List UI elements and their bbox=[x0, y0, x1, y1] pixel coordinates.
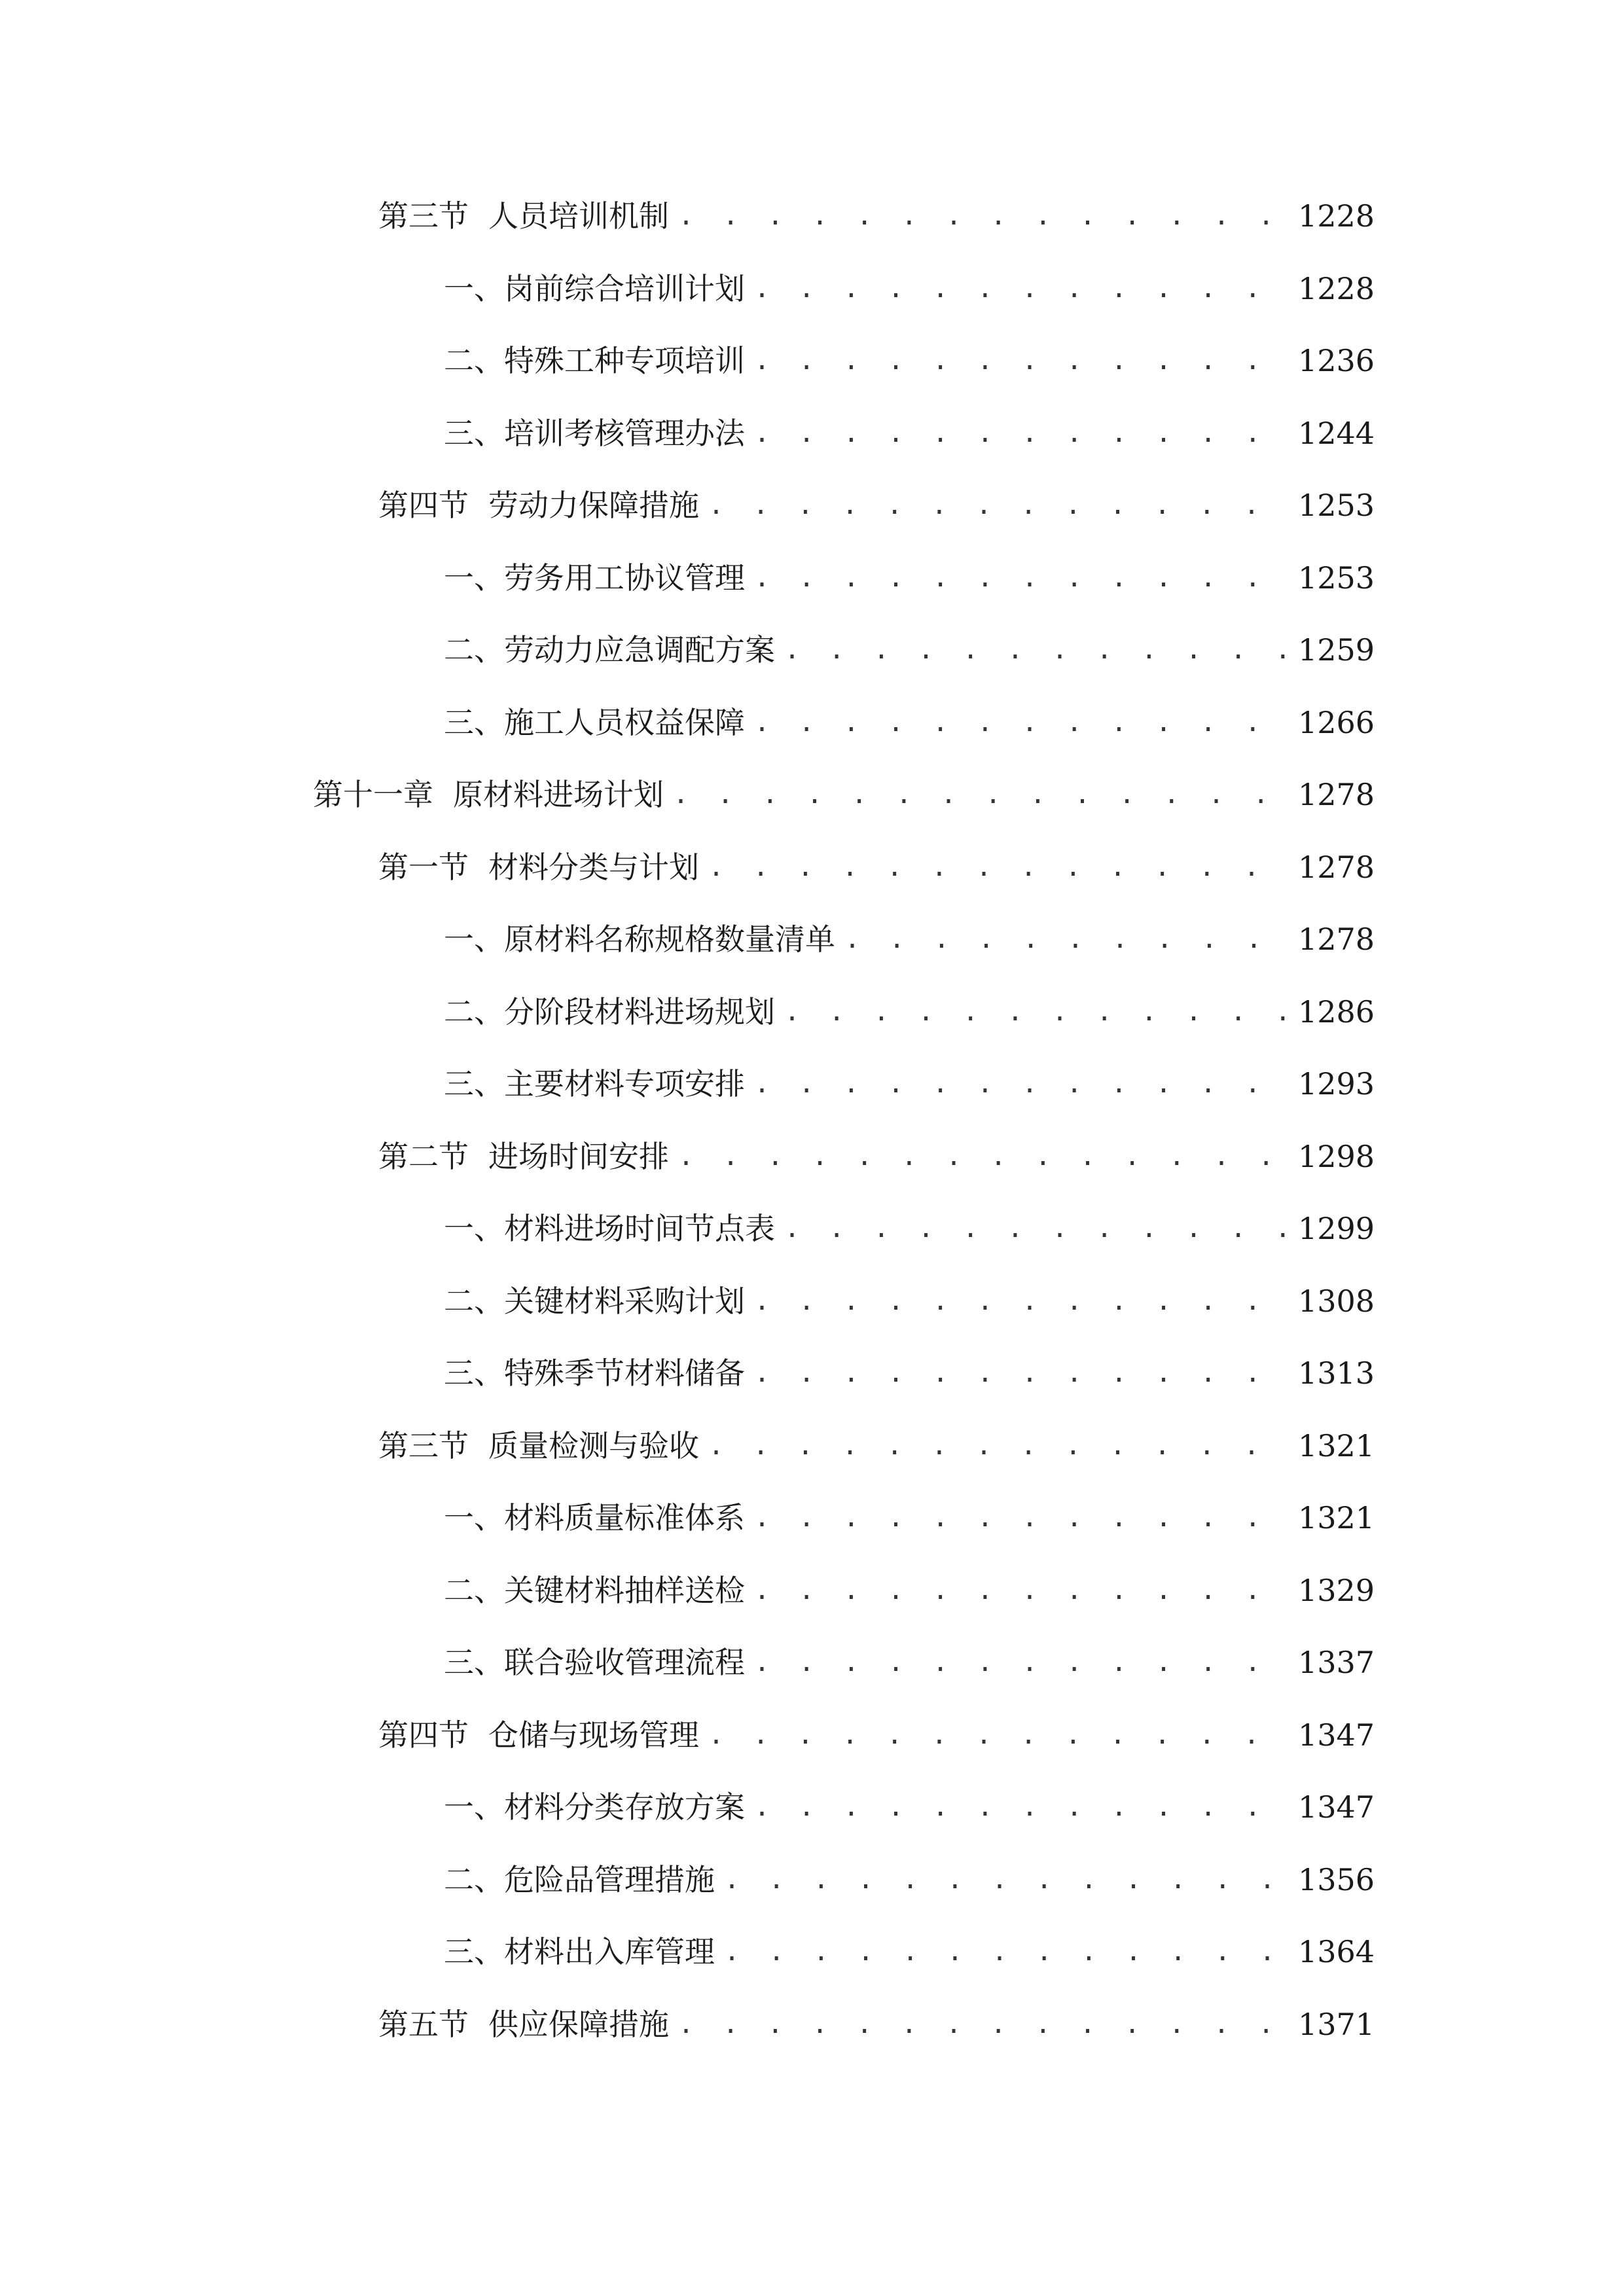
dot-leader bbox=[678, 190, 1289, 242]
toc-entry-content bbox=[444, 552, 1375, 604]
toc-entry-title: 材料出入库管理 bbox=[504, 1934, 715, 1969]
toc-entry-title: 施工人员权益保障 bbox=[504, 704, 745, 740]
toc-entry-content bbox=[378, 479, 1375, 531]
toc-entry[interactable] bbox=[0, 624, 1624, 676]
dot-leader bbox=[708, 1420, 1289, 1472]
toc-entry-page-number: 1298 bbox=[1298, 1138, 1375, 1174]
dot-leader bbox=[754, 1275, 1289, 1327]
toc-entry-title: 分阶段材料进场规划 bbox=[504, 994, 775, 1030]
toc-entry[interactable] bbox=[0, 1130, 1624, 1183]
toc-entry-content bbox=[444, 1058, 1375, 1110]
toc-entry[interactable] bbox=[0, 262, 1624, 315]
toc-entry-page-number: 1347 bbox=[1298, 1789, 1375, 1825]
toc-entry-number: 二、 bbox=[444, 1572, 504, 1608]
dot-leader bbox=[784, 986, 1289, 1038]
dot-leader bbox=[754, 262, 1289, 315]
toc-entry-title: 劳动力应急调配方案 bbox=[504, 632, 775, 668]
toc-entry-title: 关键材料采购计划 bbox=[504, 1283, 745, 1319]
toc-entry-number: 一、 bbox=[444, 1789, 504, 1825]
dot-leader bbox=[754, 1564, 1289, 1617]
toc-entry-content bbox=[444, 1275, 1375, 1327]
toc-entry-page-number: 1253 bbox=[1298, 488, 1375, 523]
toc-entry-content bbox=[444, 1854, 1375, 1906]
toc-entry-page-number: 1299 bbox=[1298, 1211, 1375, 1246]
toc-entry-title: 质量检测与验收 bbox=[488, 1427, 699, 1463]
toc-entry-content bbox=[444, 913, 1375, 965]
toc-entry-title: 培训考核管理办法 bbox=[504, 415, 745, 451]
toc-entry-number: 二、 bbox=[444, 343, 504, 378]
toc-entry-content bbox=[444, 624, 1375, 676]
toc-entry-number: 三、 bbox=[444, 1645, 504, 1680]
toc-entry-number: 三、 bbox=[444, 1355, 504, 1391]
toc-entry-page-number: 1371 bbox=[1298, 2006, 1375, 2042]
toc-entry-content bbox=[313, 768, 1375, 821]
toc-entry-page-number: 1337 bbox=[1298, 1645, 1375, 1680]
toc-entry-number: 第三节 bbox=[378, 1427, 469, 1463]
toc-entry-page-number: 1313 bbox=[1298, 1355, 1375, 1391]
toc-entry-number: 三、 bbox=[444, 704, 504, 740]
toc-entry-title: 主要材料专项安排 bbox=[504, 1066, 745, 1102]
toc-entry-content bbox=[444, 1636, 1375, 1689]
toc-entry-page-number: 1356 bbox=[1298, 1861, 1375, 1897]
toc-entry[interactable] bbox=[0, 1636, 1624, 1689]
toc-entry-title: 供应保障措施 bbox=[488, 2006, 669, 2042]
toc-entry-page-number: 1259 bbox=[1298, 632, 1375, 668]
toc-entry-title: 岗前综合培训计划 bbox=[504, 270, 745, 306]
dot-leader bbox=[784, 624, 1289, 676]
toc-entry-number: 三、 bbox=[444, 415, 504, 451]
toc-entry-content bbox=[378, 1420, 1375, 1472]
toc-entry-number: 第五节 bbox=[378, 2006, 469, 2042]
toc-entry-title: 关键材料抽样送检 bbox=[504, 1572, 745, 1608]
toc-entry-number: 三、 bbox=[444, 1066, 504, 1102]
toc-entry-number: 第十一章 bbox=[313, 777, 433, 812]
dot-leader bbox=[754, 1058, 1289, 1110]
dot-leader bbox=[724, 1926, 1289, 1978]
toc-entry-content bbox=[444, 986, 1375, 1038]
toc-entry-title: 进场时间安排 bbox=[488, 1138, 669, 1174]
toc-entry-content bbox=[378, 190, 1375, 242]
toc-entry-title: 劳动力保障措施 bbox=[488, 488, 699, 523]
dot-leader bbox=[754, 1781, 1289, 1833]
toc-entry[interactable] bbox=[0, 552, 1624, 604]
toc-entry[interactable] bbox=[0, 1420, 1624, 1472]
toc-entry-number: 第三节 bbox=[378, 198, 469, 234]
dot-leader bbox=[754, 334, 1289, 387]
toc-entry-number: 一、 bbox=[444, 1500, 504, 1535]
toc-entry-title: 材料质量标准体系 bbox=[504, 1500, 745, 1535]
toc-entry-content bbox=[444, 407, 1375, 459]
toc-entry-content bbox=[444, 1202, 1375, 1255]
toc-entry[interactable] bbox=[0, 479, 1624, 531]
toc-entry-content bbox=[378, 1130, 1375, 1183]
toc-entry[interactable] bbox=[0, 1347, 1624, 1399]
dot-leader bbox=[754, 407, 1289, 459]
toc-entry-page-number: 1364 bbox=[1298, 1934, 1375, 1969]
toc-entry-page-number: 1228 bbox=[1298, 270, 1375, 306]
toc-entry-number: 第四节 bbox=[378, 488, 469, 523]
toc-entry-number: 第四节 bbox=[378, 1717, 469, 1753]
toc-entry-title: 原材料名称规格数量清单 bbox=[504, 922, 835, 957]
dot-leader bbox=[673, 768, 1289, 821]
toc-entry-content bbox=[444, 1347, 1375, 1399]
toc-entry-number: 二、 bbox=[444, 1861, 504, 1897]
toc-entry-page-number: 1329 bbox=[1298, 1572, 1375, 1608]
dot-leader bbox=[708, 841, 1289, 893]
toc-entry-page-number: 1278 bbox=[1298, 849, 1375, 885]
toc-entry-title: 特殊季节材料储备 bbox=[504, 1355, 745, 1391]
toc-entry-page-number: 1266 bbox=[1298, 704, 1375, 740]
toc-entry-title: 仓储与现场管理 bbox=[488, 1717, 699, 1753]
toc-entry[interactable] bbox=[0, 1709, 1624, 1761]
dot-leader bbox=[708, 1709, 1289, 1761]
toc-entry-number: 一、 bbox=[444, 1211, 504, 1246]
toc-entry-page-number: 1236 bbox=[1298, 343, 1375, 378]
toc-entry-title: 材料分类与计划 bbox=[488, 849, 699, 885]
toc-entry[interactable] bbox=[0, 1492, 1624, 1544]
toc-entry-number: 一、 bbox=[444, 922, 504, 957]
toc-entry-page-number: 1228 bbox=[1298, 198, 1375, 234]
dot-leader bbox=[754, 1347, 1289, 1399]
toc-entry-page-number: 1286 bbox=[1298, 994, 1375, 1030]
toc-entry-page-number: 1308 bbox=[1298, 1283, 1375, 1319]
toc-entry-title: 联合验收管理流程 bbox=[504, 1645, 745, 1680]
toc-entry[interactable] bbox=[0, 696, 1624, 749]
toc-entry-content bbox=[378, 1998, 1375, 2051]
toc-entry-title: 特殊工种专项培训 bbox=[504, 343, 745, 378]
toc-entry-page-number: 1253 bbox=[1298, 560, 1375, 596]
toc-entry[interactable] bbox=[0, 841, 1624, 893]
toc-entry[interactable] bbox=[0, 1564, 1624, 1617]
toc-entry[interactable] bbox=[0, 334, 1624, 387]
toc-entry-page-number: 1321 bbox=[1298, 1500, 1375, 1535]
toc-entry-number: 三、 bbox=[444, 1934, 504, 1969]
toc-entry-number: 一、 bbox=[444, 560, 504, 596]
toc-entry-title: 材料进场时间节点表 bbox=[504, 1211, 775, 1246]
toc-entry[interactable] bbox=[0, 1998, 1624, 2051]
toc-entry-content bbox=[444, 696, 1375, 749]
toc-entry-number: 第二节 bbox=[378, 1138, 469, 1174]
toc-entry-title: 材料分类存放方案 bbox=[504, 1789, 745, 1825]
toc-entry[interactable] bbox=[0, 913, 1624, 965]
toc-entry-page-number: 1293 bbox=[1298, 1066, 1375, 1102]
toc-entry[interactable] bbox=[0, 190, 1624, 242]
dot-leader bbox=[754, 696, 1289, 749]
toc-entry[interactable] bbox=[0, 1926, 1624, 1978]
toc-entry-title: 人员培训机制 bbox=[488, 198, 669, 234]
dot-leader bbox=[708, 479, 1289, 531]
toc-entry[interactable] bbox=[0, 407, 1624, 459]
toc-entry-page-number: 1278 bbox=[1298, 777, 1375, 812]
toc-entry-content bbox=[444, 262, 1375, 315]
dot-leader bbox=[844, 913, 1289, 965]
dot-leader bbox=[754, 1492, 1289, 1544]
toc-entry-number: 二、 bbox=[444, 994, 504, 1030]
toc-entry-content bbox=[444, 1492, 1375, 1544]
dot-leader bbox=[678, 1998, 1289, 2051]
toc-entry-title: 原材料进场计划 bbox=[453, 777, 664, 812]
toc-entry-content bbox=[444, 1926, 1375, 1978]
toc-entry-content bbox=[378, 1709, 1375, 1761]
toc-entry-number: 一、 bbox=[444, 270, 504, 306]
toc-entry-content bbox=[378, 841, 1375, 893]
dot-leader bbox=[784, 1202, 1289, 1255]
toc-entry-page-number: 1347 bbox=[1298, 1717, 1375, 1753]
toc-entry-content bbox=[444, 1564, 1375, 1617]
toc-entry-content bbox=[444, 1781, 1375, 1833]
toc-entry-page-number: 1278 bbox=[1298, 922, 1375, 957]
toc-entry-page-number: 1244 bbox=[1298, 415, 1375, 451]
dot-leader bbox=[678, 1130, 1289, 1183]
toc-entry-content bbox=[444, 334, 1375, 387]
toc-entry[interactable] bbox=[0, 1854, 1624, 1906]
toc-entry-number: 二、 bbox=[444, 632, 504, 668]
toc-entry-number: 二、 bbox=[444, 1283, 504, 1319]
toc-entry[interactable] bbox=[0, 986, 1624, 1038]
toc-entry[interactable] bbox=[0, 1058, 1624, 1110]
dot-leader bbox=[754, 1636, 1289, 1689]
toc-entry-title: 劳务用工协议管理 bbox=[504, 560, 745, 596]
dot-leader bbox=[754, 552, 1289, 604]
toc-entry-title: 危险品管理措施 bbox=[504, 1861, 715, 1897]
dot-leader bbox=[724, 1854, 1289, 1906]
toc-entry-number: 第一节 bbox=[378, 849, 469, 885]
toc-entry[interactable] bbox=[0, 1275, 1624, 1327]
toc-entry-page-number: 1321 bbox=[1298, 1427, 1375, 1463]
toc-entry[interactable] bbox=[0, 1781, 1624, 1833]
toc-entry[interactable] bbox=[0, 1202, 1624, 1255]
toc-entry[interactable] bbox=[0, 768, 1624, 821]
